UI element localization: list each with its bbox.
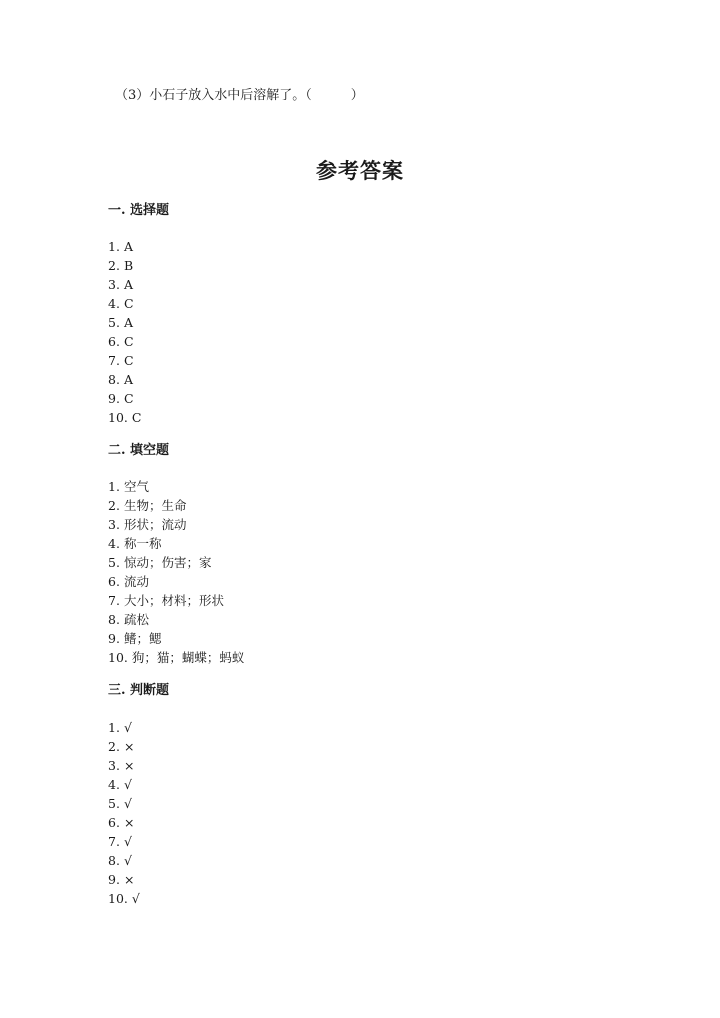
item-answer: C xyxy=(123,391,134,406)
item-number: 9. xyxy=(108,631,120,646)
item-number: 10. xyxy=(108,410,128,425)
item-answer: 流动 xyxy=(123,574,149,589)
item-number: 7. xyxy=(108,593,120,608)
item-number: 1. xyxy=(108,239,120,254)
item-number: 3. xyxy=(108,517,120,532)
item-answer: × xyxy=(123,739,135,754)
item-number: 8. xyxy=(108,612,120,627)
list-item xyxy=(108,629,244,648)
item-answer: 大小；材料；形状 xyxy=(123,593,224,608)
item-number: 9. xyxy=(108,872,120,887)
item-number: 3. xyxy=(108,277,120,292)
item-answer: √ xyxy=(123,834,132,849)
list-item xyxy=(108,332,141,351)
answer-list-true-false xyxy=(108,718,140,908)
item-number: 7. xyxy=(108,834,120,849)
item-answer: × xyxy=(123,758,135,773)
item-number: 2. xyxy=(108,498,120,513)
answer-list-choice xyxy=(108,237,141,427)
item-number: 6. xyxy=(108,815,120,830)
item-number: 5. xyxy=(108,315,120,330)
list-item xyxy=(108,408,141,427)
list-item xyxy=(108,294,141,313)
list-item xyxy=(108,534,244,553)
item-number: 6. xyxy=(108,334,120,349)
item-number: 10. xyxy=(108,891,128,906)
list-item xyxy=(108,256,141,275)
item-answer: A xyxy=(123,372,133,387)
list-item xyxy=(108,370,141,389)
item-answer: 生物；生命 xyxy=(123,498,187,513)
item-number: 4. xyxy=(108,536,120,551)
item-answer: C xyxy=(123,296,134,311)
list-item xyxy=(108,313,141,332)
section-heading-choice: 一. 选择题 xyxy=(108,203,170,218)
item-answer: × xyxy=(123,872,135,887)
page-title: 参考答案 xyxy=(316,158,404,183)
list-item xyxy=(108,813,140,832)
list-item xyxy=(108,610,244,629)
list-item xyxy=(108,794,140,813)
item-number: 10. xyxy=(108,650,128,665)
item-answer: √ xyxy=(123,853,132,868)
item-answer: 惊动；伤害；家 xyxy=(123,555,212,570)
item-number: 1. xyxy=(108,479,120,494)
item-answer: A xyxy=(123,277,133,292)
item-answer: 狗；猫；蝴蝶；蚂蚁 xyxy=(131,650,245,665)
item-number: 2. xyxy=(108,739,120,754)
item-answer: 称一称 xyxy=(123,536,162,551)
item-answer: √ xyxy=(131,891,140,906)
item-number: 4. xyxy=(108,296,120,311)
item-answer: B xyxy=(123,258,134,273)
item-answer: 空气 xyxy=(123,479,149,494)
list-item xyxy=(108,351,141,370)
list-item xyxy=(108,389,141,408)
item-answer: 疏松 xyxy=(123,612,149,627)
item-number: 3. xyxy=(108,758,120,773)
item-number: 5. xyxy=(108,796,120,811)
item-answer: 形状；流动 xyxy=(123,517,187,532)
section-heading-fill-blank: 二. 填空题 xyxy=(108,443,170,458)
item-answer: √ xyxy=(123,720,132,735)
list-item xyxy=(108,889,140,908)
section-heading-true-false: 三. 判断题 xyxy=(108,683,170,698)
item-answer: A xyxy=(123,239,133,254)
item-number: 4. xyxy=(108,777,120,792)
item-number: 8. xyxy=(108,372,120,387)
item-answer: C xyxy=(123,334,134,349)
list-item xyxy=(108,648,244,667)
list-item xyxy=(108,553,244,572)
item-number: 5. xyxy=(108,555,120,570)
item-number: 2. xyxy=(108,258,120,273)
item-answer: C xyxy=(123,353,134,368)
list-item xyxy=(108,591,244,610)
list-item xyxy=(108,275,141,294)
item-answer: A xyxy=(123,315,133,330)
item-answer: C xyxy=(131,410,142,425)
question-3-text: （3）小石子放入水中后溶解了。（ ） xyxy=(115,88,364,103)
item-answer: × xyxy=(123,815,135,830)
list-item xyxy=(108,496,244,515)
item-answer: √ xyxy=(123,777,132,792)
list-item xyxy=(108,870,140,889)
list-item xyxy=(108,737,140,756)
list-item xyxy=(108,237,141,256)
list-item xyxy=(108,756,140,775)
item-number: 8. xyxy=(108,853,120,868)
list-item xyxy=(108,477,244,496)
list-item xyxy=(108,572,244,591)
list-item xyxy=(108,718,140,737)
item-number: 6. xyxy=(108,574,120,589)
item-number: 9. xyxy=(108,391,120,406)
item-number: 1. xyxy=(108,720,120,735)
list-item xyxy=(108,851,140,870)
list-item xyxy=(108,515,244,534)
list-item xyxy=(108,832,140,851)
item-answer: 鳍；鳃 xyxy=(123,631,162,646)
item-number: 7. xyxy=(108,353,120,368)
list-item xyxy=(108,775,140,794)
item-answer: √ xyxy=(123,796,132,811)
answer-list-fill-blank xyxy=(108,477,244,667)
